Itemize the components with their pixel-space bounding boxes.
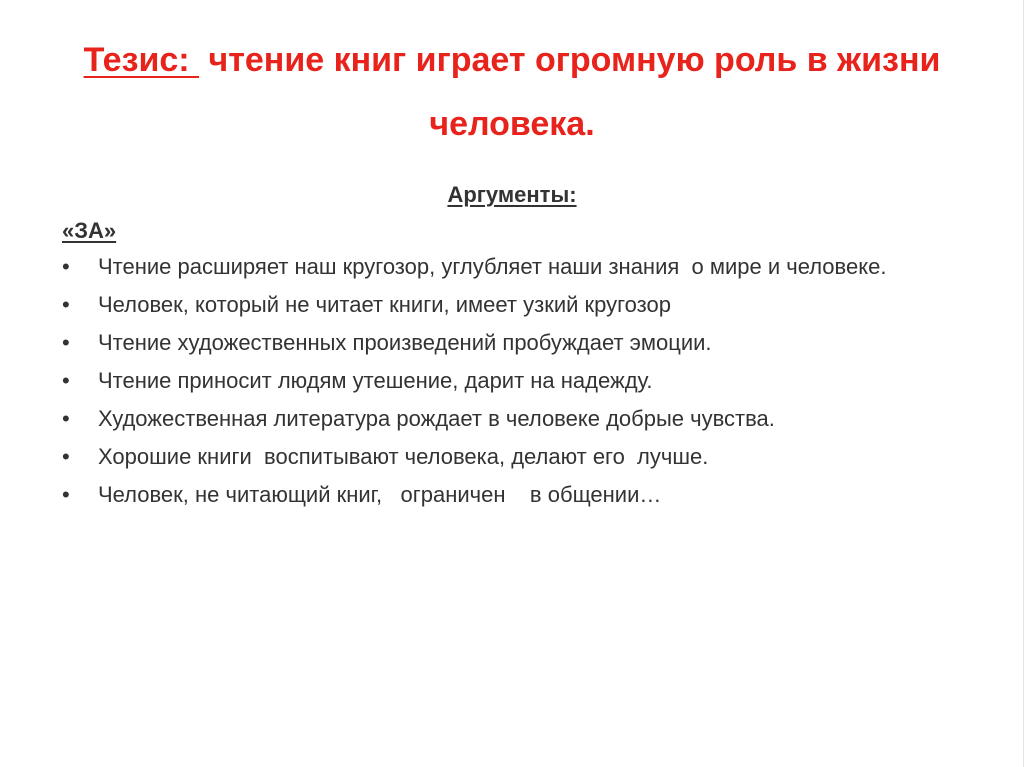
list-item	[62, 480, 982, 509]
list-item-text: Хорошие книги воспитывают человека, делают его лучше.	[98, 444, 709, 469]
bullet-icon: •	[62, 482, 70, 507]
bullet-icon: •	[62, 368, 70, 393]
list-item-text: Чтение расширяет наш кругозор, углубляет наши знания о мире и человеке.	[98, 254, 887, 279]
list-item-text: Чтение приносит людям утешение, дарит на надежду.	[98, 368, 653, 393]
bullet-icon: •	[62, 330, 70, 355]
title-lead: Тезис:	[83, 41, 200, 79]
arguments-list	[62, 252, 982, 518]
list-item-text: Художественная литература рождает в человеке добрые чувства.	[98, 406, 775, 431]
arguments-heading: Аргументы:	[447, 182, 577, 207]
bullet-icon: •	[62, 406, 70, 431]
pro-group-label: «ЗА»	[62, 218, 117, 243]
list-item	[62, 252, 982, 281]
list-item	[62, 442, 982, 471]
slide-title	[60, 28, 964, 156]
bullet-icon: •	[62, 292, 70, 317]
bullet-icon: •	[62, 444, 70, 469]
title-rest: чтение книг играет огромную роль в жизни человека.	[199, 41, 941, 143]
list-item-text: Человек, не читающий книг, ограничен в общении…	[98, 482, 662, 507]
bullet-icon: •	[62, 254, 70, 279]
list-item	[62, 366, 982, 395]
list-item	[62, 290, 982, 319]
list-item	[62, 328, 982, 357]
list-item	[62, 404, 982, 433]
list-item-text: Человек, который не читает книги, имеет узкий кругозор	[98, 292, 671, 317]
list-item-text: Чтение художественных произведений пробуждает эмоции.	[98, 330, 712, 355]
